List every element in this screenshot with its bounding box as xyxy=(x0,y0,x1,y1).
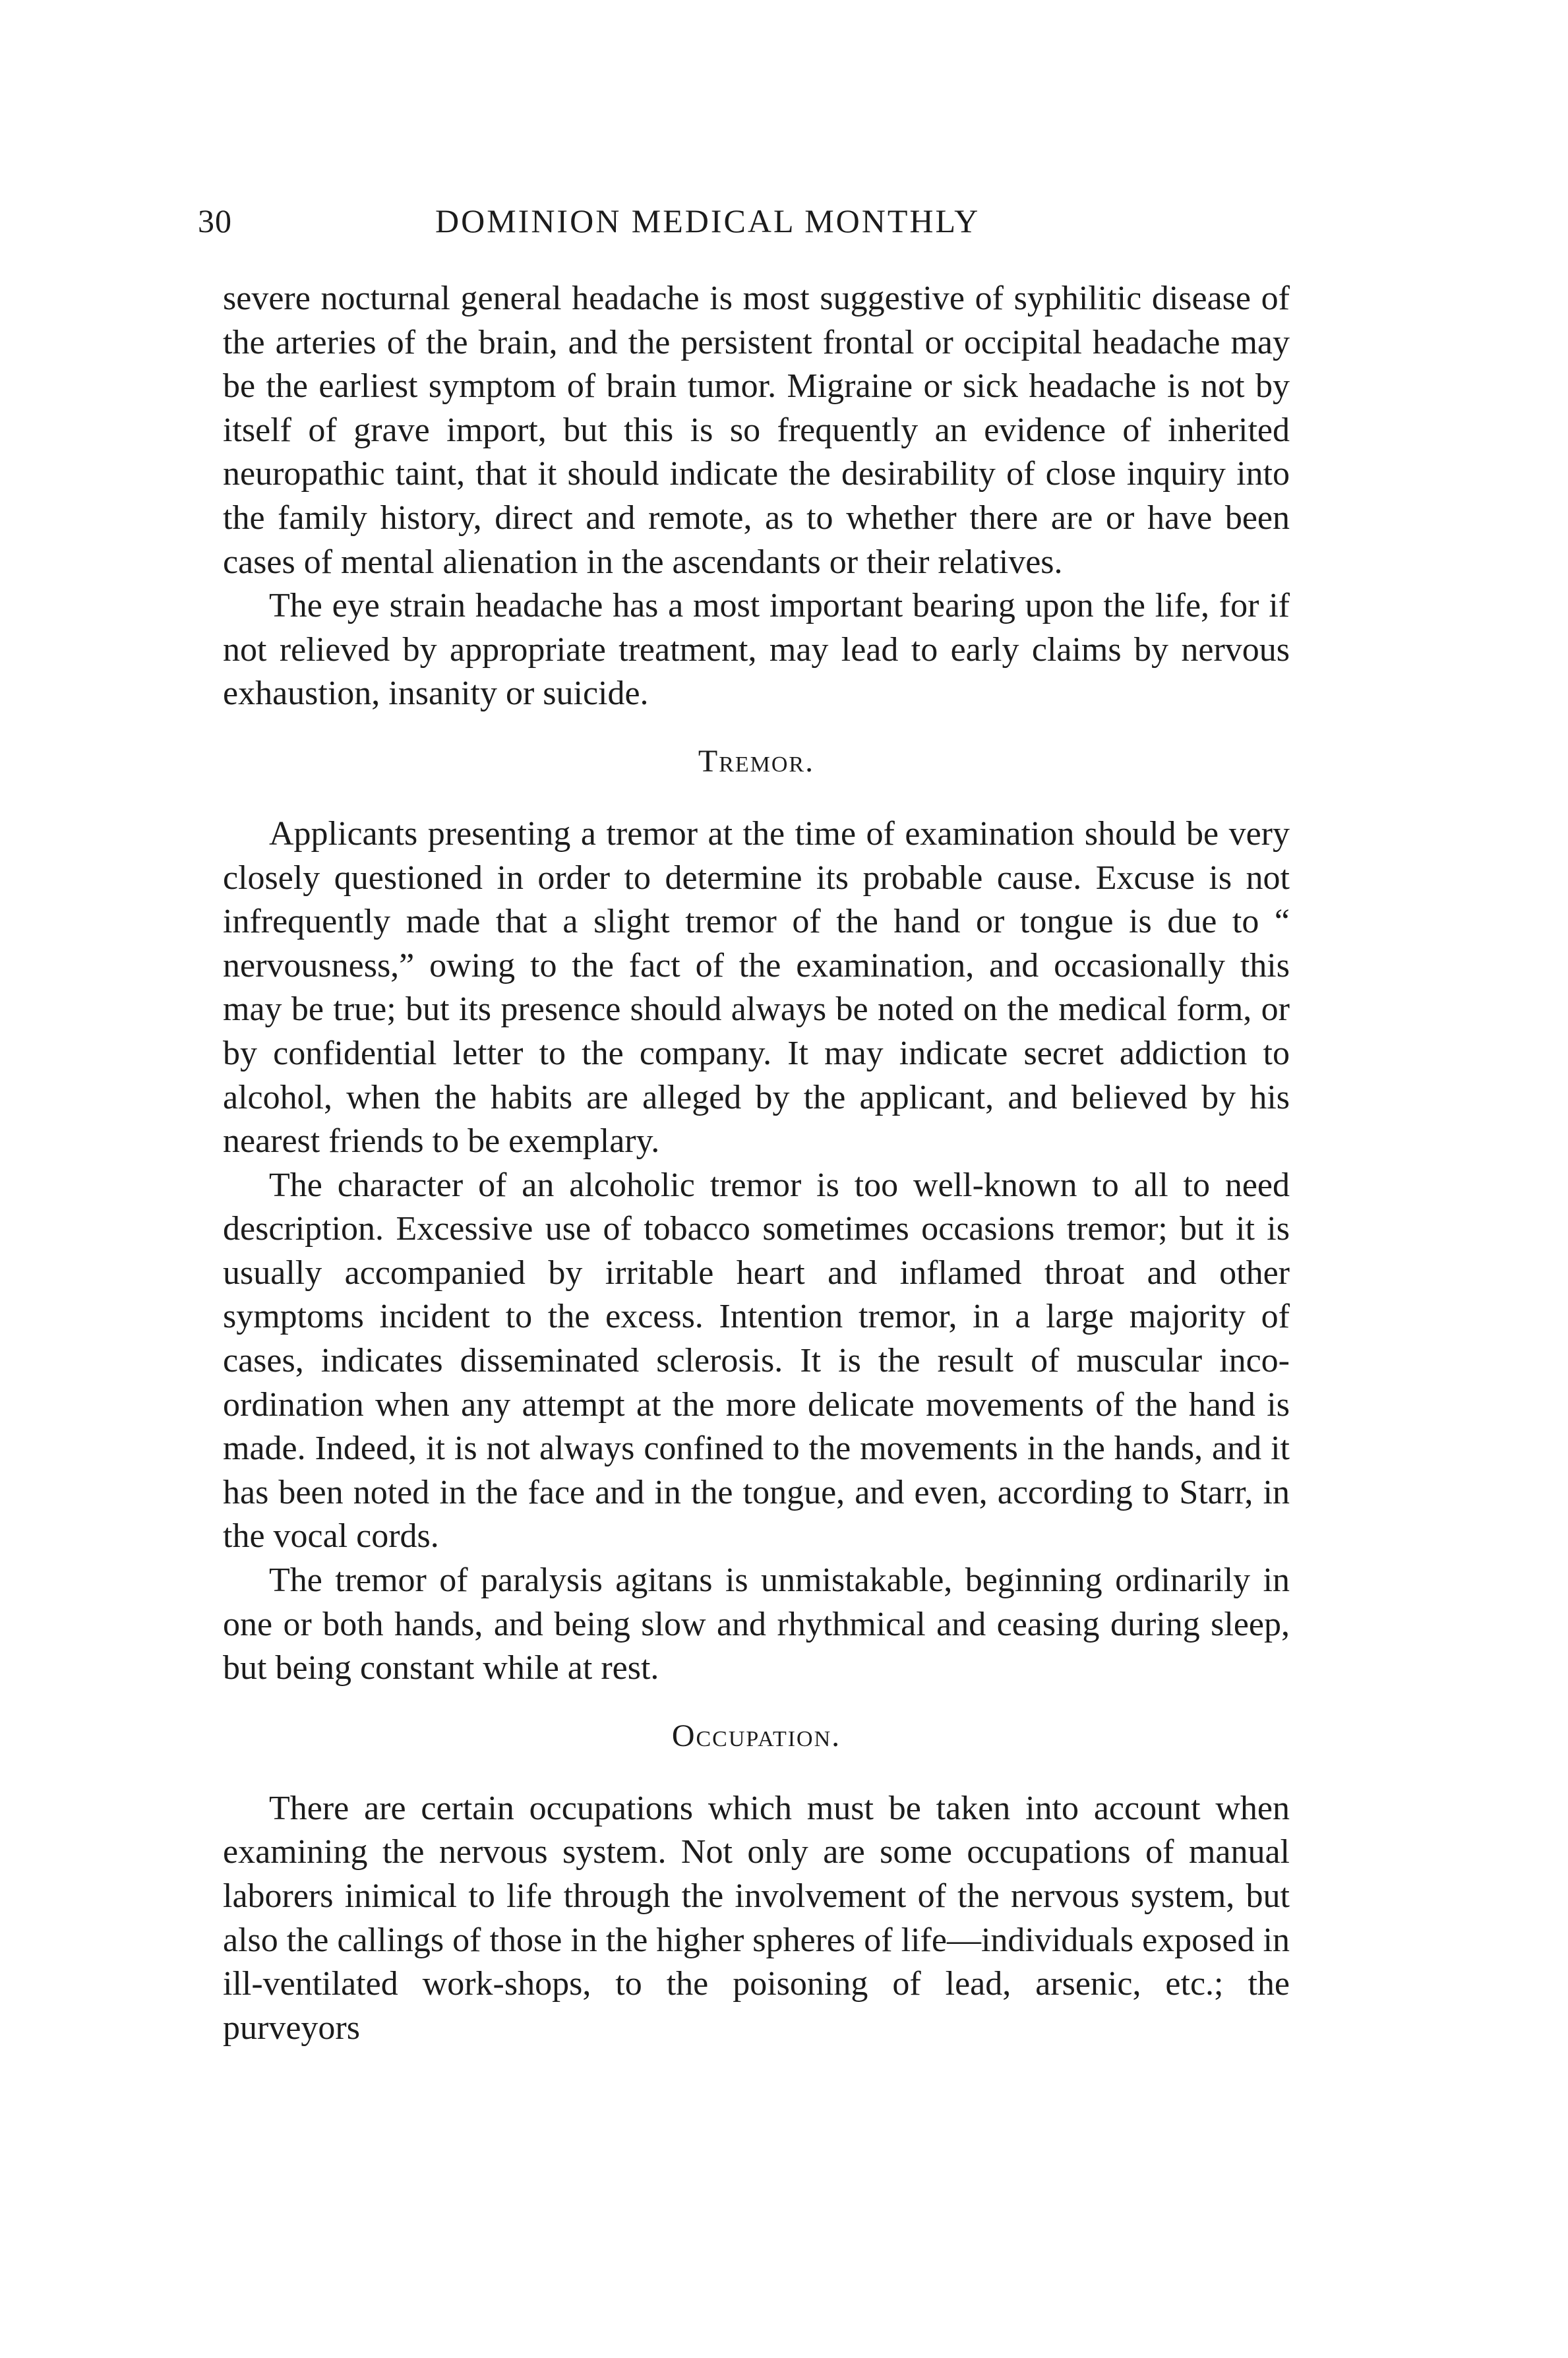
paragraph-alcoholic-tremor: The character of an alcoholic tremor is too well-known to all to need description. Excessive use of tobacco sometimes occasions tremor; but it is usually accompanied by irritable heart and inflamed throat and other symptoms incident to the excess. Intention tremor, in a large majority of cases, indicates disseminated sclerosis. It is the result of muscular inco-ordination when any attempt at the more delicate movements of the hand is made. Indeed, it is not always confined to the movements in the hands, and it has been noted in the face and in the tongue, and even, according to Starr, in the vocal cords. xyxy=(223,1166,1290,1556)
body-text xyxy=(223,277,1290,2050)
paragraph-paralysis-agitans: The tremor of paralysis agitans is unmistakable, beginning ordinarily in one or both hands, and being slow and rhythmical and ceasing during sleep, but being constant while at rest. xyxy=(223,1561,1290,1687)
section-heading-tremor: Tremor. xyxy=(698,743,815,779)
running-title: DOMINION MEDICAL MONTHLY xyxy=(435,202,980,239)
paragraph-occupations: There are certain occupations which must be taken into account when examining the nervous system. Not only are some occupations of manual laborers inimical to life through the involvement of the nervous system, but also the callings of those in the higher spheres of life—individuals exposed in ill-ventilated work-shops, to the poisoning of lead, arsenic, etc.; the purveyors xyxy=(223,1789,1290,2047)
paragraph-eye-strain: The eye strain headache has a most important bearing upon the life, for if not relieved by appropriate treatment, may lead to early claims by nervous exhaustion, insanity or suicide. xyxy=(223,587,1290,713)
paragraph-tremor-applicants: Applicants presenting a tremor at the time of examination should be very closely questioned in order to determine its probable cause. Excuse is not infrequently made that a slight tremor of the hand or tongue is due to “ nervousness,” owing to the fact of the examination, and occasionally this may be true; but its presence should always be noted on the medical form, or by confidential letter to the company. It may indicate secret addiction to alcohol, when the habits are alleged by the applicant, and believed by his nearest friends to be exemplary. xyxy=(223,814,1290,1161)
page-number: 30 xyxy=(198,202,232,239)
paragraph-headache-continued: severe nocturnal general headache is most suggestive of syphilitic disease of the arteries of the brain, and the persistent frontal or occipital headache may be the earliest symptom of brain tumor. Migraine or sick headache is not by itself of grave import, but this is so frequently an evidence of inherited neuropathic taint, that it should indicate the desirability of close inquiry into the family history, direct and remote, as to whether there are or have been cases of mental alienation in the ascendants or their relatives. xyxy=(223,280,1290,581)
section-heading-occupation: Occupation. xyxy=(671,1718,841,1753)
